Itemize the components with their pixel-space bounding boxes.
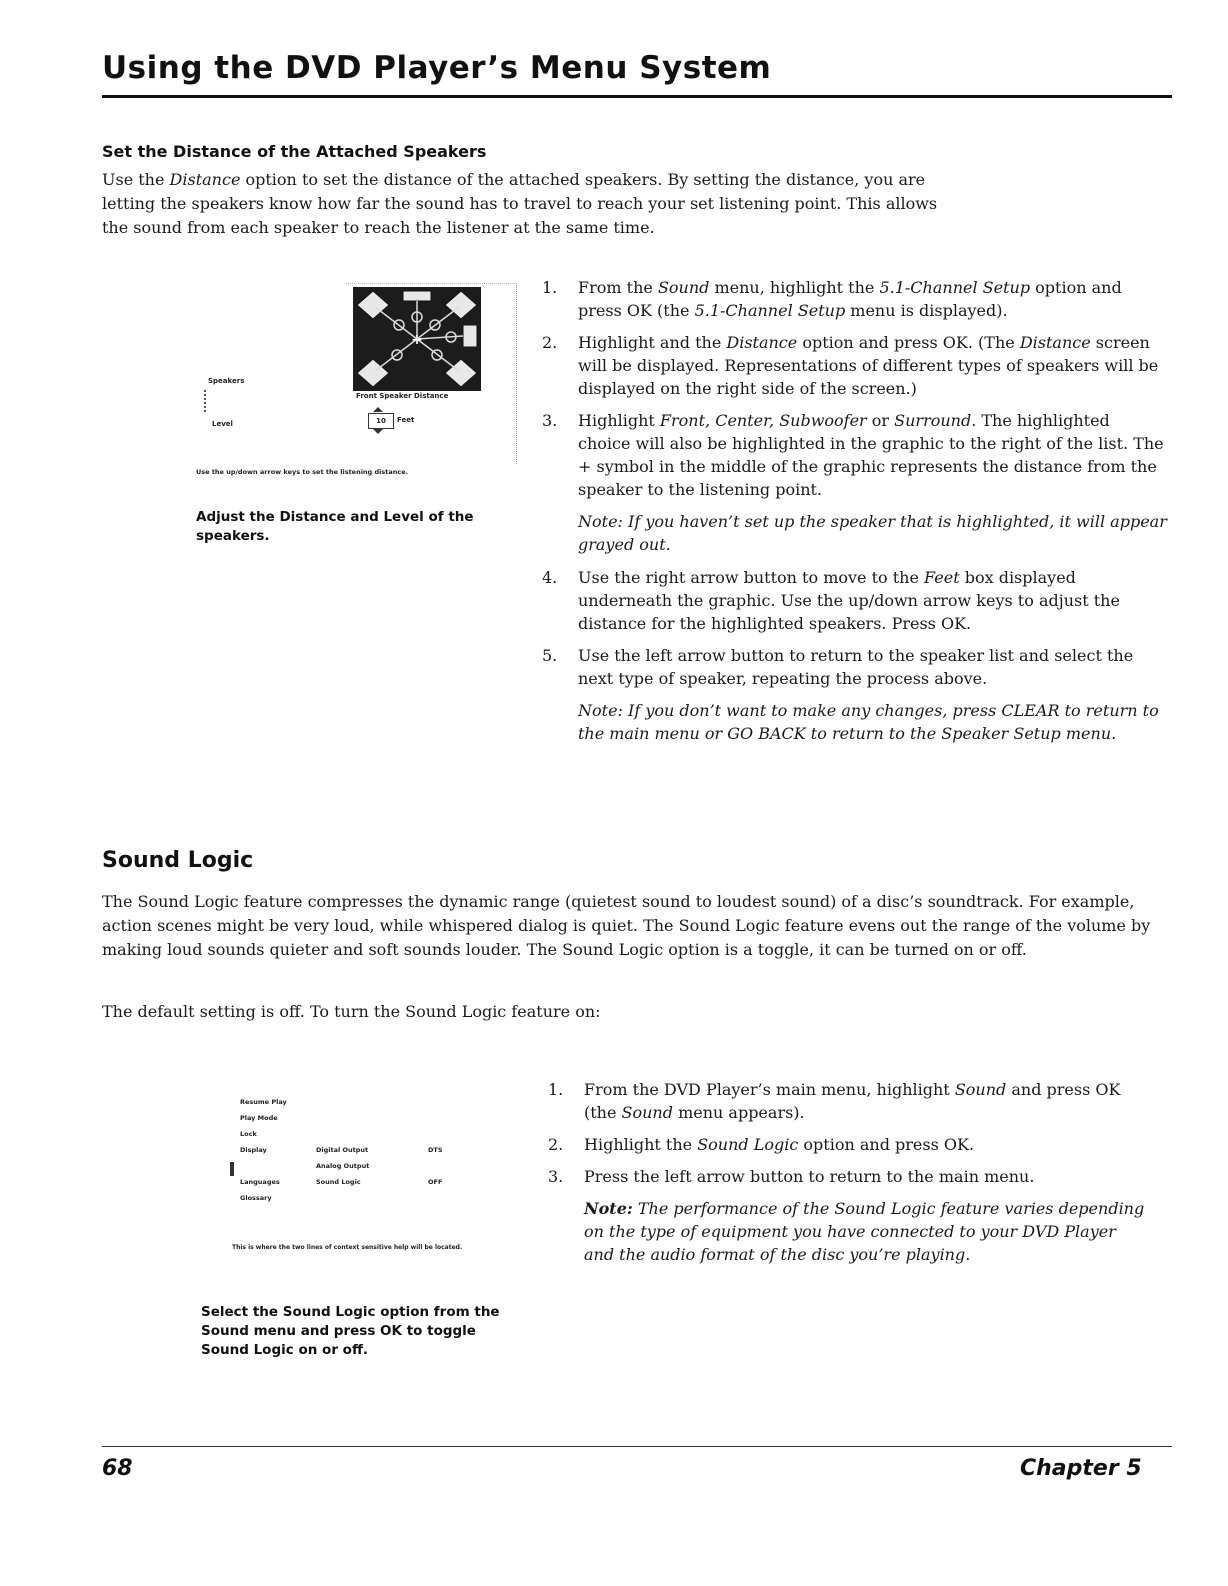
step-number: 5. <box>542 646 558 665</box>
feet-label: Feet <box>397 416 415 424</box>
step-number: 1. <box>542 278 558 297</box>
step-text: Highlight and the <box>578 333 727 352</box>
step-number: 3. <box>542 411 558 430</box>
value-digital-output: DTS <box>428 1146 443 1154</box>
sound-logic-para-1: The Sound Logic feature compresses the dynamic range (quietest sound to loudest sound) of a disc’s soundtrack. For example, action scenes might be very loud, while whispered dialog is quiet. The Sound Logic feature evens out the range of the volume by making loud sounds quieter and soft sounds louder. The Sound Logic option is a toggle, it can be turned on or off. <box>102 892 1151 959</box>
chapter-label: Chapter 5 <box>1020 1456 1142 1481</box>
intro-text-b: option to set the distance of the attached speakers. By setting the distance, you are letting the speakers know how far the sound has to travel to reach your set listening point. This allows the sound from each speaker to reach the listener at the same time. <box>102 170 938 237</box>
note-label: Note: <box>584 1199 633 1218</box>
step-text-italic: Sound Logic <box>697 1135 799 1154</box>
step-text: screen will be displayed. Representations of different types of speakers will be displayed on the right side of the screen.) <box>578 333 1159 398</box>
step-item <box>542 566 1167 635</box>
sound-submenu-list <box>316 1142 369 1190</box>
intro-text-a: Use the <box>102 170 170 189</box>
menu-item-play-mode: Play Mode <box>240 1114 278 1122</box>
page-title: Using the DVD Player’s Menu System <box>102 50 772 86</box>
step-text: menu appears). <box>672 1103 805 1122</box>
menu-item-languages: Languages <box>240 1178 280 1186</box>
header-rule <box>102 95 1172 98</box>
value-analog-output <box>428 1158 443 1174</box>
step-item <box>548 1078 1148 1124</box>
distance-steps-column <box>542 276 1167 755</box>
distance-caption: Adjust the Distance and Level of the speakers. <box>196 509 474 544</box>
front-speaker-distance-label: Front Speaker Distance <box>356 392 449 400</box>
distance-note-1: Note: If you haven’t set up the speaker that is highlighted, it will appear grayed out. <box>578 512 1167 554</box>
distance-steps-4-5 <box>542 566 1167 690</box>
value-sound-logic: OFF <box>428 1178 443 1186</box>
step-number: 1. <box>548 1080 564 1099</box>
speakers-label: Speakers <box>208 377 245 385</box>
step-text: and press OK (the <box>584 1080 1121 1122</box>
step-text: Use the left arrow button to return to the speaker list and select the next type of speaker, repeating the process above. <box>578 646 1134 688</box>
step-text: From the <box>578 278 658 297</box>
step-text-italic: Distance <box>1019 333 1091 352</box>
menu-item-sound-icon-row <box>240 1158 287 1174</box>
step-text: menu, highlight the <box>709 278 880 297</box>
sound-menu-icon <box>230 1162 234 1176</box>
distance-note-2: Note: If you don’t want to make any changes, press CLEAR to return to the main menu or GO BACK to return to the Speaker Setup menu. <box>578 701 1159 743</box>
step-number: 2. <box>542 333 558 352</box>
step-number: 3. <box>548 1167 564 1186</box>
sound-logic-para-2: The default setting is off. To turn the Sound Logic feature on: <box>102 1002 601 1021</box>
step-text-italic: 5.1-Channel Setup <box>694 301 846 320</box>
note-text: The performance of the Sound Logic feature varies depending on the type of equipment you have connected to your DVD Player and the audio format of the disc you’re playing. <box>584 1199 1145 1264</box>
sound-logic-steps <box>548 1078 1148 1188</box>
submenu-sound-logic: Sound Logic <box>316 1178 361 1186</box>
step-text: Use the right arrow button to move to the <box>578 568 925 587</box>
step-text-italic: Sound <box>657 278 710 297</box>
step-text: . The highlighted choice will also be highlighted in the graphic to the right of the list. The + symbol in the middle of the graphic represents the distance from the speaker to the listening point. <box>578 411 1164 499</box>
step-text-italic: Front, Center, Subwoofer <box>659 411 867 430</box>
step-item <box>548 1165 1148 1188</box>
page-number: 68 <box>102 1456 133 1481</box>
sound-logic-heading: Sound Logic <box>102 848 254 873</box>
step-text: From the DVD Player’s main menu, highlight <box>584 1080 955 1099</box>
step-text: Highlight <box>578 411 660 430</box>
menu-item-lock: Lock <box>240 1130 257 1138</box>
center-speaker-icon <box>403 291 431 301</box>
step-text: box displayed underneath the graphic. Use the up/down arrow keys to adjust the distance for the highlighted speakers. Press OK. <box>578 568 1120 633</box>
step-text: Highlight the <box>584 1135 698 1154</box>
menu-item-resume-play: Resume Play <box>240 1098 287 1106</box>
level-label: Level <box>212 420 233 428</box>
distance-steps-1-3 <box>542 276 1167 501</box>
step-number: 2. <box>548 1135 564 1154</box>
step-item <box>542 644 1167 690</box>
step-number: 4. <box>542 568 558 587</box>
step-text: option and press OK. <box>798 1135 975 1154</box>
sound-logic-caption: Select the Sound Logic option from the Sound menu and press OK to toggle Sound Logic on or off. <box>201 1304 500 1358</box>
step-text-italic: 5.1-Channel Setup <box>879 278 1031 297</box>
sound-help-text: This is where the two lines of context sensitive help will be located. <box>232 1244 463 1251</box>
sound-submenu-values <box>428 1142 443 1190</box>
step-text: menu is displayed). <box>845 301 1008 320</box>
step-text: option and press OK (the <box>578 278 1122 320</box>
step-text-italic: Distance <box>726 333 798 352</box>
step-item <box>542 331 1167 400</box>
speaker-list-marker <box>204 390 212 412</box>
sound-logic-steps-column <box>548 1078 1148 1276</box>
submenu-digital-output: Digital Output <box>316 1146 369 1154</box>
step-text-italic: Surround <box>894 411 972 430</box>
distance-value-box: 10 <box>368 413 394 429</box>
submenu-analog-output: Analog Output <box>316 1162 370 1170</box>
sound-menu-screen-illustration <box>228 1094 498 1274</box>
distance-heading: Set the Distance of the Attached Speakers <box>102 142 487 161</box>
step-text-italic: Sound <box>954 1080 1007 1099</box>
down-arrow-icon <box>373 429 383 434</box>
step-text: or <box>866 411 895 430</box>
footer-rule <box>102 1446 1172 1447</box>
up-arrow-icon <box>373 407 383 412</box>
menu-item-glossary: Glossary <box>240 1194 272 1202</box>
sound-logic-note <box>548 1197 1148 1266</box>
listening-point-icon: + <box>411 332 423 348</box>
step-item <box>542 409 1167 501</box>
step-text-italic: Sound <box>621 1103 673 1122</box>
distance-help-text: Use the up/down arrow keys to set the listening distance. <box>196 468 409 476</box>
step-text-italic: Feet <box>924 568 960 587</box>
intro-text-italic: Distance <box>169 170 241 189</box>
step-item <box>542 276 1167 322</box>
subwoofer-icon <box>463 325 477 347</box>
step-text: option and press OK. (The <box>797 333 1020 352</box>
main-menu-list <box>240 1094 287 1206</box>
distance-intro <box>102 168 942 240</box>
distance-screen-illustration <box>196 280 526 480</box>
menu-item-display: Display <box>240 1146 267 1154</box>
step-text: Press the left arrow button to return to the main menu. <box>584 1167 1035 1186</box>
step-item <box>548 1133 1148 1156</box>
speaker-layout-graphic <box>353 287 481 391</box>
